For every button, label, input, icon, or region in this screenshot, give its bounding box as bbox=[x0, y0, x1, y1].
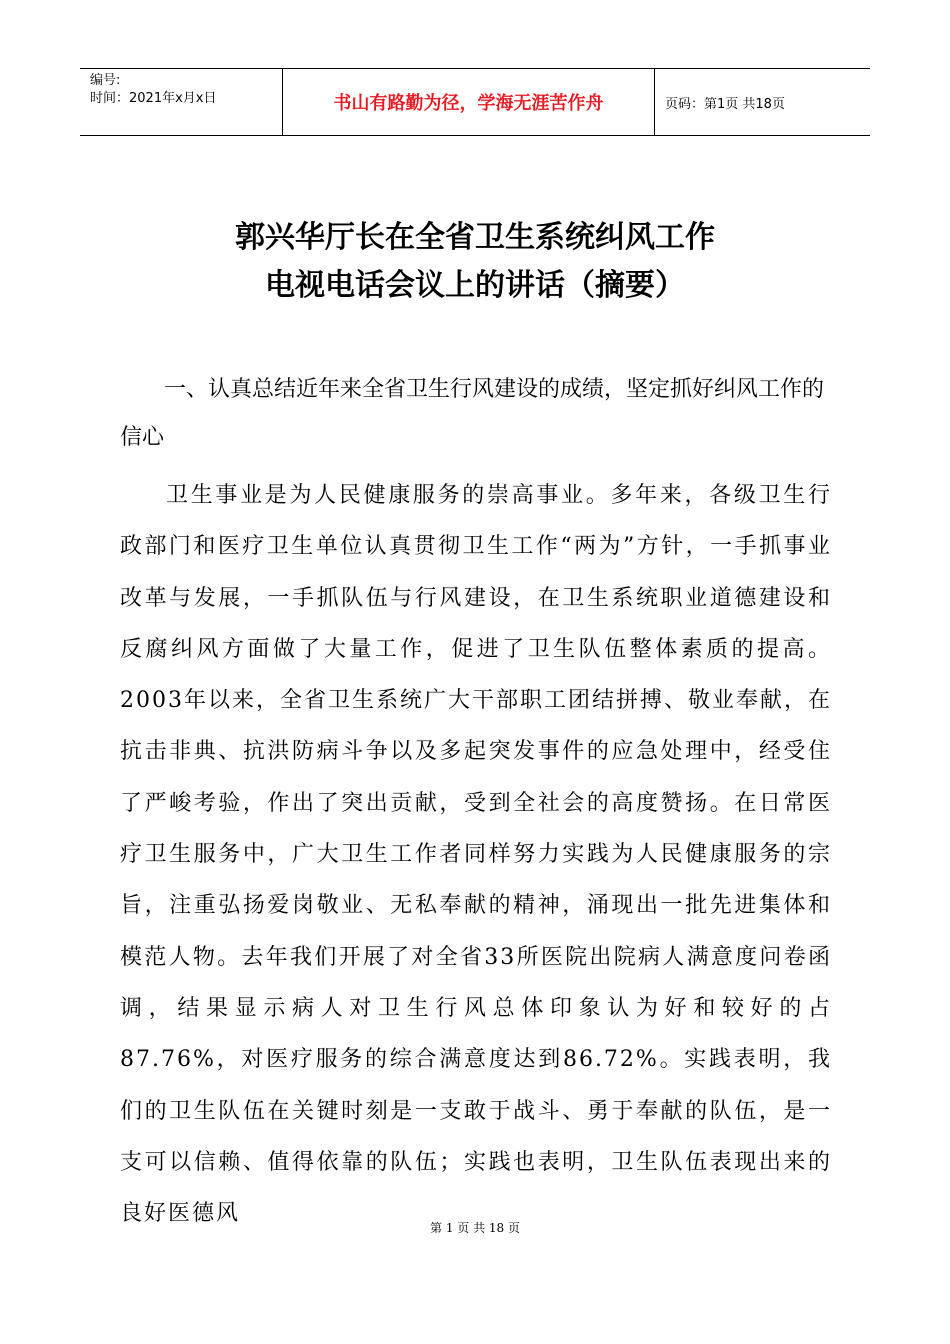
document-title-line2: 电视电话会议上的讲话（摘要） bbox=[265, 268, 685, 303]
document-title-line1: 郭兴华厅长在全省卫生系统纠风工作 bbox=[235, 220, 715, 255]
page-footer: 第 1 页 共 18 页 bbox=[430, 1221, 520, 1235]
page-header bbox=[80, 68, 870, 136]
header-meta bbox=[80, 69, 282, 135]
document-date: 时间：2021年x月x日 bbox=[90, 91, 217, 106]
document-number-label: 编号: bbox=[90, 73, 121, 88]
header-page-info: 页码：第1页 共18页 bbox=[665, 96, 785, 112]
body-paragraph: 卫生事业是为人民健康服务的崇高事业。多年来，各级卫生行政部门和医疗卫生单位认真贯彻卫生工作“两为”方针，一手抓事业改革与发展，一手抓队伍与行风建设，在卫生系统职业道德建设和反腐纠风方面做了大量工作，促进了卫生队伍整体素质的提高。2003年以来，全省卫生系统广大干部职工团结拼搏、敬业奉献，在抗击非典、抗洪防病斗争以及多起突发事件的应急处理中，经受住了严峻考验，作出了突出贡献，受到全社会的高度赞扬。在日常医疗卫生服务中，广大卫生工作者同样努力实践为人民健康服务的宗旨，注重弘扬爱岗敬业、无私奉献的精神，涌现出一批先进集体和模范人物。去年我们开展了对全省33所医院出院病人满意度问卷函调，结果显示病人对卫生行风总体印象认为好和较好的占87.76%，对医疗服务的综合满意度达到86.72%。实践表明，我们的卫生队伍在关键时刻是一支敢于战斗、勇于奉献的队伍，是一支可以信赖、值得依靠的队伍；实践也表明，卫生队伍表现出来的良好医德风 bbox=[120, 483, 832, 1227]
header-motto: 书山有路勤为径，学海无涯苦作舟 bbox=[282, 69, 655, 135]
section-heading: 一、认真总结近年来全省卫生行风建设的成绩，坚定抓好纠风工作的信心 bbox=[120, 377, 825, 450]
